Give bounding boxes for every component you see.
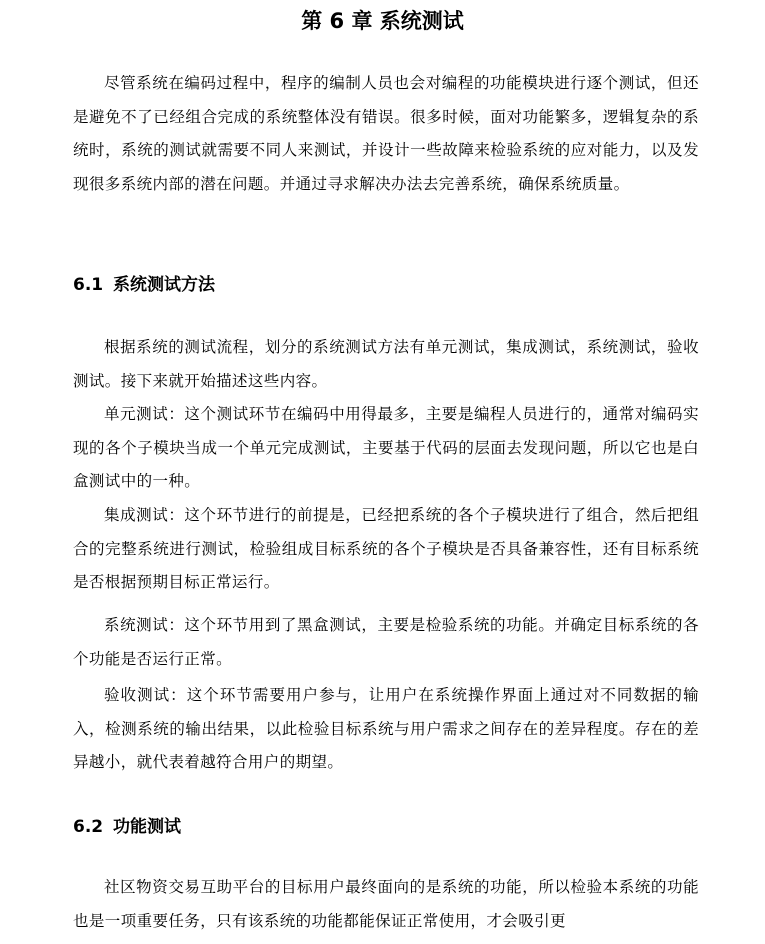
section-number: 6.1 <box>73 275 104 295</box>
chapter-intro-paragraph: 尽管系统在编码过程中，程序的编制人员也会对编程的功能模块进行逐个测试，但还是避免不了已经组合完成的系统整体没有错误。很多时候，面对功能繁多，逻辑复杂的系统时，系统的测试就需要不同人来测试，并设计一些故障来检验系统的应对能力，以及发现很多系统内部的潜在问题。并通过寻求解决办法去完善系统，确保系统质量。 <box>73 74 699 193</box>
section-heading-6-1 <box>73 273 215 297</box>
section-6-1-paragraph-1: 根据系统的测试流程，划分的系统测试方法有单元测试，集成测试，系统测试，验收测试。接下来就开始描述这些内容。 <box>73 338 699 390</box>
chapter-title: 第 6 章 系统测试 <box>301 9 464 33</box>
section-6-2-paragraph-1: 社区物资交易互助平台的目标用户最终面向的是系统的功能，所以检验本系统的功能也是一项重要任务，只有该系统的功能都能保证正常使用，才会吸引更 <box>73 878 699 930</box>
section-6-1-paragraph-integration-test: 集成测试：这个环节进行的前提是，已经把系统的各个子模块进行了组合，然后把组合的完整系统进行测试，检验组成目标系统的各个子模块是否具备兼容性，还有目标系统是否根据预期目标正常运行。 <box>73 506 699 591</box>
section-number: 6.2 <box>73 817 104 837</box>
section-title: 系统测试方法 <box>113 275 215 295</box>
section-6-1-paragraph-system-test: 系统测试：这个环节用到了黑盒测试，主要是检验系统的功能。并确定目标系统的各个功能是否运行正常。 <box>73 616 699 668</box>
section-6-1-paragraph-acceptance-test: 验收测试：这个环节需要用户参与，让用户在系统操作界面上通过对不同数据的输入，检测系统的输出结果，以此检验目标系统与用户需求之间存在的差异程度。存在的差异越小，就代表着越符合用户的期望。 <box>73 686 699 771</box>
section-6-1-paragraph-unit-test: 单元测试：这个测试环节在编码中用得最多，主要是编程人员进行的，通常对编码实现的各个子模块当成一个单元完成测试，主要基于代码的层面去发现问题，所以它也是白盒测试中的一种。 <box>73 405 699 490</box>
section-heading-6-2 <box>73 815 181 839</box>
section-title: 功能测试 <box>113 817 181 837</box>
